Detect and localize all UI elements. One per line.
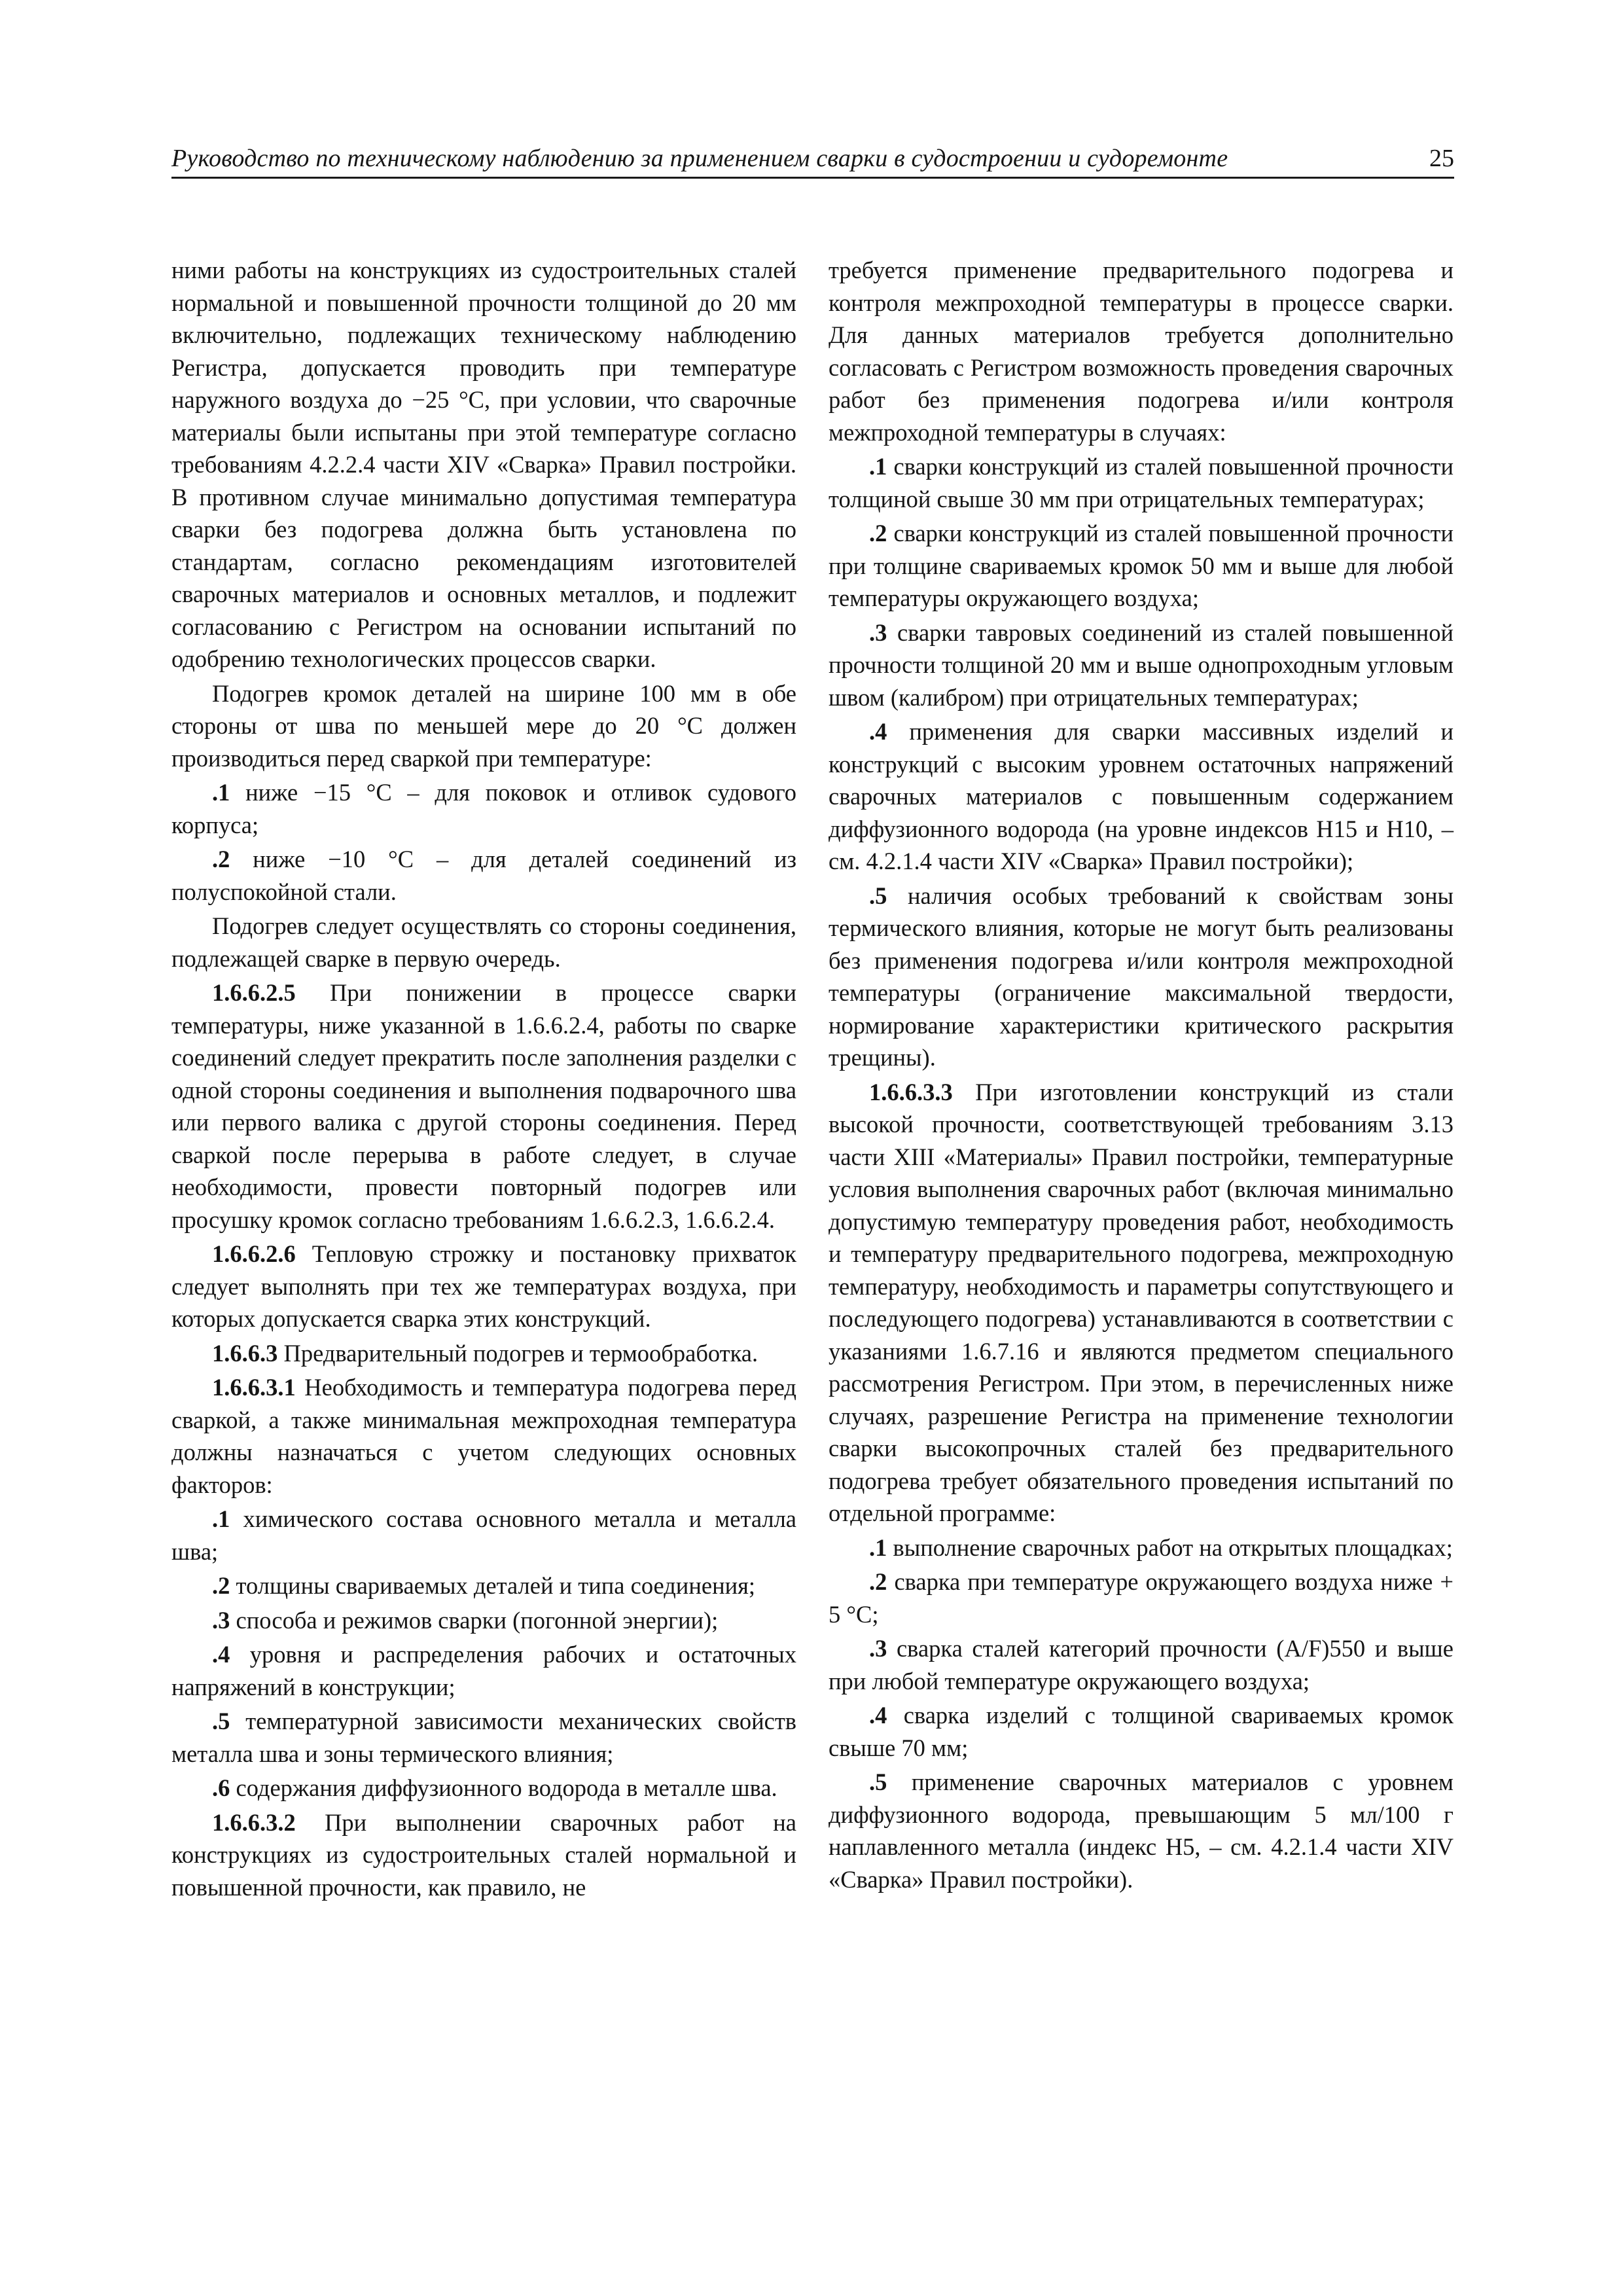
clause-number: .4: [869, 1702, 887, 1729]
clause-number: .3: [869, 1635, 887, 1662]
paragraph: [171, 1705, 796, 1770]
clause-number: .3: [869, 619, 887, 646]
paragraph-text: Тепловую строжку и постановку прихваток следует выполнять при тех же температурах воздуха, при которых допускается сварка этих конструкций.: [171, 1240, 796, 1332]
paragraph: [171, 977, 796, 1236]
paragraph-text: сварка изделий с толщиной свариваемых кромок свыше 70 мм;: [829, 1702, 1454, 1761]
paragraph: [171, 1772, 796, 1804]
clause-number: 1.6.6.3.1: [212, 1374, 296, 1401]
paragraph: [171, 910, 796, 975]
paragraph: [171, 1503, 796, 1568]
paragraph-text: способа и режимов сварки (погонной энергии);: [236, 1606, 719, 1634]
paragraph: [171, 677, 796, 775]
left-column: [171, 254, 796, 1903]
paragraph-text: применение сварочных материалов с уровнем диффузионного водорода, превышающим 5 мл/100 г наплавленного металла (индекс Н5, – см. 4.2.1.4 части XIV «Сварка» Правил постройки).: [829, 1768, 1454, 1893]
paragraph-text: наличия особых требований к свойствам зоны термического влияния, которые не могут быть реализованы без применения подогрева и/или контроля межпроходной температуры (ограничение максимальной твердости, нормирование характеристики критического раскрытия трещины).: [829, 882, 1454, 1071]
paragraph: [171, 1638, 796, 1703]
paragraph-text: При выполнении сварочных работ на конструкциях из судостроительных сталей нормальной и повышенной прочности, как правило, не: [171, 1808, 796, 1901]
paragraph: [171, 1371, 796, 1501]
clause-number: .2: [212, 1572, 230, 1599]
clause-number: .4: [869, 718, 887, 745]
clause-number: 1.6.6.2.5: [212, 979, 296, 1006]
paragraph-text: Необходимость и температура подогрева перед сваркой, а также минимальная межпроходная температура должны назначаться с учетом следующих основных факторов:: [171, 1374, 796, 1498]
paragraph: [829, 450, 1454, 515]
paragraph-text: сварка при температуре окружающего воздуха ниже + 5 °С;: [829, 1568, 1454, 1628]
paragraph-text: сварка сталей категорий прочности (A/F)550 и выше при любой температуре окружающего воздуха;: [829, 1635, 1454, 1695]
paragraph: [171, 1337, 796, 1370]
paragraph: [829, 715, 1454, 878]
paragraph-text: ниже −10 °С – для деталей соединений из полуспокойной стали.: [171, 846, 796, 905]
paragraph: [171, 1604, 796, 1637]
paragraph: [829, 1566, 1454, 1630]
paragraph: [829, 1699, 1454, 1764]
paragraph-text: применения для сварки массивных изделий и конструкций с высоким уровнем остаточных напряжений сварочных материалов с повышенным содержанием диффузионного водорода (на уровне индексов Н15 и Н10, – см. 4.2.1.4 части XIV «Сварка» Правил постройки);: [829, 718, 1454, 874]
paragraph: [171, 1570, 796, 1602]
paragraph: [171, 254, 796, 675]
clause-number: .5: [869, 882, 887, 909]
clause-number: .1: [869, 453, 887, 480]
paragraph-text: требуется применение предварительного подогрева и контроля межпроходной температуры в процессе сварки. Для данных материалов требуется дополнительно согласовать с Регистром возможность проведения сварочных работ без применения подогрева и/или контроля межпроходной температуры в случаях:: [829, 257, 1454, 446]
clause-number: .6: [212, 1774, 230, 1801]
right-column: [829, 254, 1454, 1895]
paragraph: [829, 617, 1454, 714]
clause-number: .4: [212, 1641, 230, 1668]
paragraph: [171, 1238, 796, 1335]
page-number: 25: [1429, 145, 1454, 172]
paragraph: [171, 776, 796, 841]
paragraph-text: ними работы на конструкциях из судостроительных сталей нормальной и повышенной прочности толщиной до 20 мм включительно, подлежащих техническому наблюдению Регистра, допускается проводить при температуре наружного воздуха до −25 °С, при условии, что сварочные материалы были испытаны при этой температуре согласно требованиям 4.2.2.4 части XIV «Сварка» Правил постройки. В противном случае минимально допустимая температура сварки без подогрева должна быть установлена по стандартам, согласно рекомендациям изготовителей сварочных материалов и основных металлов, и подлежит согласованию с Регистром на основании испытаний по одобрению технологических процессов сварки.: [171, 257, 796, 672]
paragraph: [829, 517, 1454, 615]
paragraph-text: При изготовлении конструкций из стали высокой прочности, соответствующей требованиям 3.13 части XIII «Материалы» Правил постройки, температурные условия выполнения сварочных работ (включая минимально допустимую температуру проведения работ, необходимость и температуру предварительного подогрева, межпроходную температуру, необходимость и параметры сопутствующего и последующего подогрева) устанавливаются в соответствии с указаниями 1.6.7.16 и являются предметом специального рассмотрения Регистром. При этом, в перечисленных ниже случаях, разрешение Регистра на применение технологии сварки высокопрочных сталей без предварительного подогрева требует обязательного проведения испытаний по отдельной программе:: [829, 1078, 1454, 1526]
paragraph-text: выполнение сварочных работ на открытых площадках;: [893, 1534, 1453, 1561]
clause-number: .5: [212, 1708, 230, 1734]
paragraph-text: толщины свариваемых деталей и типа соединения;: [236, 1572, 756, 1599]
paragraph: [171, 843, 796, 908]
clause-number: 1.6.6.2.6: [212, 1240, 296, 1267]
paragraph-text: Подогрев следует осуществлять со стороны соединения, подлежащей сварке в первую очередь.: [171, 912, 796, 972]
paragraph: [829, 1532, 1454, 1564]
clause-number: .1: [869, 1534, 887, 1561]
paragraph-text: температурной зависимости механических свойств металла шва и зоны термического влияния;: [171, 1708, 797, 1767]
paragraph-text: Предварительный подогрев и термообработка.: [283, 1339, 758, 1367]
paragraph-text: сварки тавровых соединений из сталей повышенной прочности толщиной 20 мм и выше однопроходным угловым швом (калибром) при отрицательных температурах;: [829, 619, 1454, 711]
clause-number: .3: [212, 1606, 230, 1634]
paragraph-text: содержания диффузионного водорода в металле шва.: [236, 1774, 777, 1801]
paragraph: [171, 1806, 796, 1904]
clause-number: 1.6.6.3: [212, 1339, 278, 1367]
running-title: Руководство по техническому наблюдению за применением сварки в судостроении и судоремонте: [171, 145, 1228, 172]
paragraph-text: сварки конструкций из сталей повышенной прочности толщиной свыше 30 мм при отрицательных температурах;: [829, 453, 1454, 512]
paragraph: [829, 254, 1454, 448]
clause-number: 1.6.6.3.3: [869, 1078, 953, 1105]
paragraph-text: уровня и распределения рабочих и остаточных напряжений в конструкции;: [171, 1641, 797, 1700]
clause-number: .1: [212, 1505, 230, 1532]
paragraph: [829, 1076, 1454, 1530]
paragraph: [829, 1632, 1454, 1697]
clause-number: .2: [869, 520, 887, 547]
paragraph-text: ниже −15 °С – для поковок и отливок судового корпуса;: [171, 779, 796, 838]
paragraph-text: сварки конструкций из сталей повышенной прочности при толщине свариваемых кромок 50 мм и выше для любой температуры окружающего воздуха;: [829, 520, 1454, 611]
clause-number: .2: [869, 1568, 887, 1595]
clause-number: .2: [212, 846, 230, 872]
paragraph-text: Подогрев кромок деталей на ширине 100 мм в обе стороны от шва по меньшей мере до 20 °С должен производиться перед сваркой при температуре:: [171, 679, 796, 772]
paragraph: [829, 880, 1454, 1074]
clause-number: .5: [869, 1768, 887, 1795]
clause-number: .1: [212, 779, 230, 806]
running-header: [171, 139, 1454, 179]
paragraph-text: При понижении в процессе сварки температуры, ниже указанной в 1.6.6.2.4, работы по сварке соединений следует прекратить после заполнения разделки с одной стороны соединения и выполнения подварочного шва или первого валика с другой стороны соединения. Перед сваркой после перерыва в работе следует, в случае необходимости, провести повторный подогрев или просушку кромок согласно требованиям 1.6.6.2.3, 1.6.6.2.4.: [171, 979, 796, 1233]
paragraph: [829, 1766, 1454, 1895]
clause-number: 1.6.6.3.2: [212, 1808, 296, 1836]
paragraph-text: химического состава основного металла и металла шва;: [171, 1505, 797, 1565]
